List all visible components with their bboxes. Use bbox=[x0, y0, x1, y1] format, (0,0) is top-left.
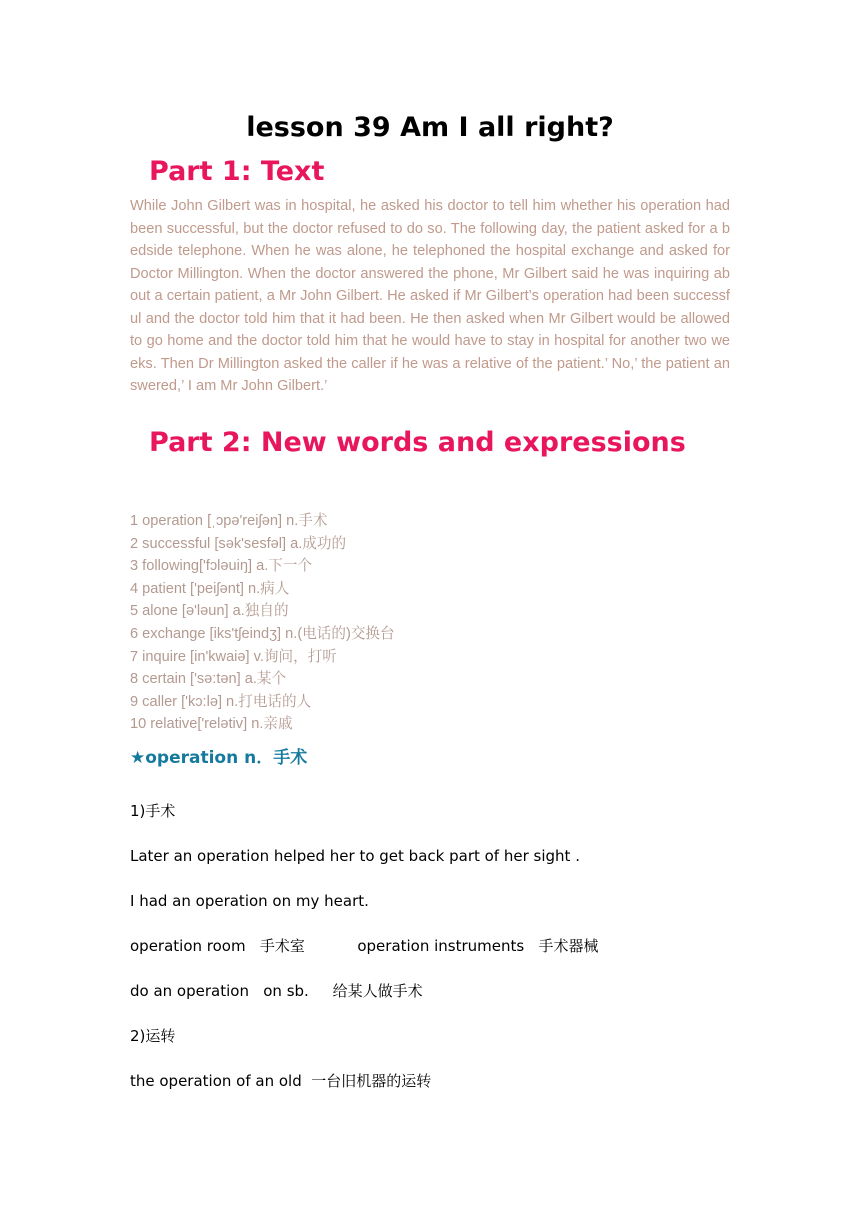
vocab-item: 3 following['fɔləuiŋ] a.下一个 bbox=[130, 558, 313, 575]
vocabulary-list bbox=[130, 510, 395, 736]
lesson-text-paragraph: While John Gilbert was in hospital, he asked his doctor to tell him whether his operation had been successful, but the doctor refused to do so. The following day, the patient asked for a bedside telephone. When he was alone, he telephoned the hospital exchange and asked for Doctor Millington. When the doctor answered the phone, Mr Gilbert said he was inquiring about a certain patient, a Mr John Gilbert. He asked if Mr Gilbert’s operation had been successful and the doctor told him that it had been. He then asked when Mr Gilbert would be allowed to go home and the doctor told him that he would have to stay in hospital for another two weeks. Then Dr Millington asked the caller if he was a relative of the patient.’ No,’ the patient answered,’ I am Mr John Gilbert.’ bbox=[130, 198, 730, 394]
phrase-example: the operation of an old 一台旧机器的运转 bbox=[130, 1072, 432, 1090]
vocab-item: 8 certain ['sə:tən] a.某个 bbox=[130, 671, 287, 688]
vocab-item: 1 operation [ˌɔpə'reiʃən] n.手术 bbox=[130, 513, 328, 529]
vocab-item: 4 patient ['peiʃənt] n.病人 bbox=[130, 580, 290, 597]
part2-heading: Part 2: New words and expressions bbox=[149, 427, 686, 458]
sense-heading-surgery: 1)手术 bbox=[130, 802, 176, 820]
vocab-item: 6 exchange [iks'tʃeindʒ] n.(电话的)交换台 bbox=[130, 625, 395, 642]
vocab-item: 7 inquire [in'kwaiə] v.询问，打听 bbox=[130, 648, 337, 665]
example-sentence: Later an operation helped her to get back part of her sight . bbox=[130, 847, 580, 865]
phrase-example: do an operation on sb. 给某人做手术 bbox=[130, 982, 423, 1000]
sense-heading-running: 2)运转 bbox=[130, 1027, 176, 1045]
lesson-title: lesson 39 Am I all right? bbox=[246, 112, 614, 143]
vocab-item: 9 caller ['kɔ:lə] n.打电话的人 bbox=[130, 693, 312, 710]
vocab-item: 10 relative['relətiv] n.亲戚 bbox=[130, 716, 293, 733]
phrase-examples: operation room 手术室 operation instruments 手术器械 bbox=[130, 937, 599, 955]
example-sentence: I had an operation on my heart. bbox=[130, 892, 369, 910]
part1-heading: Part 1: Text bbox=[149, 156, 325, 187]
vocab-item: 5 alone [ə'ləun] a.独自的 bbox=[130, 603, 289, 620]
vocab-item: 2 successful [sək'sesfəl] a.成功的 bbox=[130, 535, 347, 552]
word-detail-heading: ★operation n．手术 bbox=[130, 748, 308, 768]
